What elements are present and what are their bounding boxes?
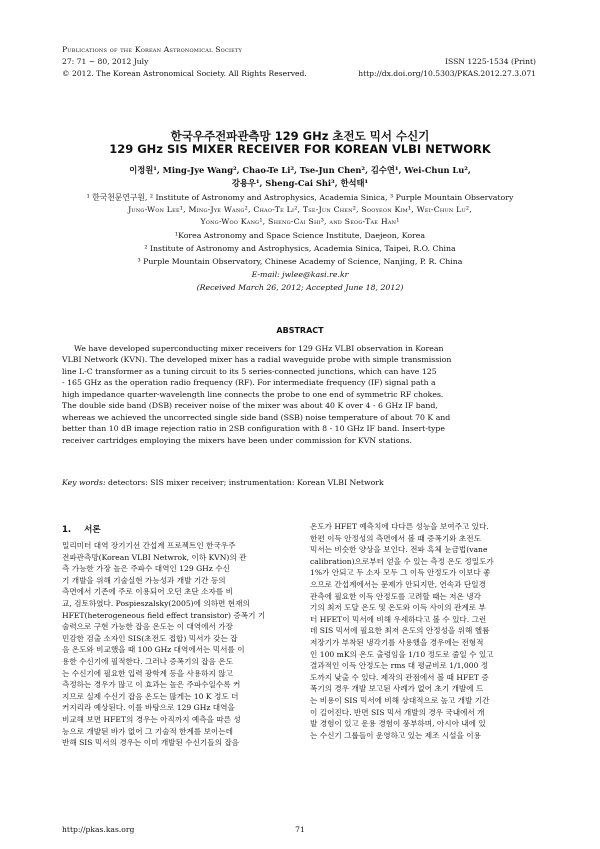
body-line: 측정하는 경우가 많고 이 효과는 높은 주파수일수록 커 <box>62 680 241 690</box>
body-line: 측면에서 기존에 주로 이용되어 오던 초단 소자를 비 <box>62 587 233 597</box>
keywords-label: Key words: <box>62 478 106 487</box>
section-heading <box>62 523 101 535</box>
affiliation-2: ² Institute of Astronomy and Astrophysics, Academia Sinica, Taipei, R.O. China <box>144 244 456 253</box>
title-korean: 한국우주전파관측망 129 GHz 초전도 믹서 수신기 <box>170 129 430 143</box>
body-line: 능으로 개발된 바가 없어 그 기술적 한계를 보이는데 <box>62 726 233 736</box>
body-line: 는 수신기 그룹들이 운영하고 있는 제조 시설을 이용 <box>310 730 481 740</box>
body-line: 교, 검토하였다. Pospieszalsky(2005)에 의하면 현재의 <box>62 598 250 608</box>
body-line: 온도가 HFET 예측치에 다다른 성능을 보여주고 있다. <box>310 522 489 531</box>
volume-line: 27: 71 ∼ 80, 2012 July <box>62 57 149 66</box>
section-title: 서론 <box>84 525 101 535</box>
abstract-heading: ABSTRACT <box>276 326 324 335</box>
body-line: 폭기의 경우 개발 보고된 사례가 없어 초기 개발에 드 <box>310 684 484 694</box>
authors-roman-1: Jung-Won Lee¹, Ming-Jye Wang², Chao-Te Li², Tse-Jun Chen², Sooyeon Kim¹, Wei-Chun Lu², <box>128 205 472 214</box>
abstract-body <box>62 343 536 446</box>
email[interactable]: E-mail: jwlee@kasi.re.kr <box>251 270 349 279</box>
body-line: 발 경험이 있고 운용 경험이 풍부하며, 아시아 내에 있 <box>310 719 486 729</box>
body-line: 1%가 안되고 두 소자 모두 그 이득 안정도가 이보다 좋 <box>310 568 491 578</box>
authors-line-1: 이정원¹, Ming-Jye Wang², Chao-Te Li², Tse-Jun Chen², 김수연¹, Wei-Chun Lu², <box>129 165 471 175</box>
body-line: 기 개발을 위해 기술실현 가능성과 개발 기간 등의 <box>62 575 226 585</box>
body-line: 관측에 필요한 이득 안정도를 고려할 때는 저온 냉각 <box>310 591 481 601</box>
abstract-line: line L-C transformer as a tuning circuit to its 5 series-connected junctions, which can have 125 <box>62 366 437 376</box>
keywords-text: detectors: SIS mixer receiver; instrumentation: Korean VLBI Network <box>108 478 384 487</box>
body-line: 술력으로 구현 가능한 잡음 온도는 이 대역에서 가장 <box>62 622 233 632</box>
abstract-line: whereas we achieved the uncorrected single side band (SSB) noise temperature of about 70 K and <box>62 412 451 422</box>
body-line: 저장기가 부착된 냉각기를 사용했을 경우에는 전형적 <box>310 637 484 647</box>
body-line: 이 길어진다. 반면 SIS 믹서 개발의 경우 국내에서 개 <box>310 707 485 717</box>
authors-line-2: 강용우¹, Sheng-Cai Shi³, 한석태¹ <box>231 178 369 188</box>
body-line: 기의 최저 도달 온도 및 온도와 이득 사이의 관계로 부 <box>310 603 486 613</box>
authors-roman-2: Yong-Woo Kang¹, Sheng-Cai Shi³, and Seog-Tae Han¹ <box>200 217 400 226</box>
abstract-line: We have developed superconducting mixer receivers for 129 GHz VLBI observation in Korean <box>74 344 444 353</box>
left-column <box>62 540 294 749</box>
section-number: 1. <box>62 525 72 535</box>
affiliation-1: ¹Korea Astronomy and Space Science Institute, Daejeon, Korea <box>174 231 426 240</box>
body-line: 음 온도와 비교했을 때 100 GHz 대역에서는 믹서를 이 <box>62 645 245 655</box>
issn: ISSN 1225-1534 (Print) <box>445 57 536 66</box>
abstract-line: better than 10 dB image rejection ratio in 2SB configuration with 8 - 10 GHz IF band. Insert-type <box>62 424 445 434</box>
body-line: 터 HFET이 믹서에 비해 우세하다고 볼 수 있다. 그런 <box>310 614 487 624</box>
abstract-line: receiver cartridges employing the mixers have been under commission for KVN stations. <box>62 435 412 445</box>
right-column <box>310 521 542 741</box>
body-line: 한편 이득 안정성의 측면에서 볼 때 증폭기와 초전도 <box>310 533 481 543</box>
doi-link[interactable]: http://dx.doi.org/10.5303/PKAS.2012.27.3.071 <box>358 69 536 78</box>
title-english: 129 GHz SIS MIXER RECEIVER FOR KOREAN VLBI NETWORK <box>109 142 491 156</box>
body-line: 으므로 간섭계에서는 문제가 안되지만, 연속과 단일경 <box>310 579 486 589</box>
affiliation-3: ³ Purple Mountain Observatory, Chinese Academy of Science, Nanjing, P. R. China <box>137 257 463 266</box>
body-line: 측 가능한 가장 높은 주파수 대역인 129 GHz 수신 <box>62 564 230 574</box>
footer-url[interactable]: http://pkas.kas.org <box>62 825 135 834</box>
body-line: 비교해 보면 HFET의 경우는 아직까지 예측을 따른 성 <box>62 714 241 724</box>
korean-affiliations: ¹ 한국천문연구원, ² Institute of Astronomy and Astrophysics, Academia Sinica, ³ Purple Mountain Observatory <box>86 193 514 202</box>
body-line: 커지리라 예상된다. 이를 바탕으로 129 GHz 대역을 <box>62 703 235 713</box>
body-line: 도까지 낮출 수 있다. 제작의 관점에서 볼 때 HFET 증 <box>310 672 489 682</box>
abstract-line: The double side band (DSB) receiver noise of the mixer was about 40 K over 4 - 6 GHz IF band, <box>62 401 438 411</box>
body-line: 데 SIS 믹서에 필요한 최저 온도의 안정성을 위해 헬륨 <box>310 626 490 636</box>
page-number: 71 <box>295 825 305 834</box>
body-line: 지므로 실제 수신기 잡음 온도는 많게는 10 K 정도 더 <box>62 691 239 701</box>
body-line: HFET(heterogeneous field effect transistor) 증폭기 기 <box>62 610 266 620</box>
received-dates: (Received March 26, 2012; Accepted June 18, 2012) <box>196 283 404 292</box>
body-line: 는 수신기에 필요한 입력 광학계 등을 사용하지 않고 <box>62 668 233 678</box>
body-line: 반해 SIS 믹서의 경우는 이미 개발된 수신기들의 잡음 <box>62 738 240 748</box>
body-line: 용한 수신기에 필적한다. 그러나 증폭기의 잡음 온도 <box>62 656 233 666</box>
body-line: 밀리미터 대역 장기기선 간섭계 프로젝트인 한국우주 <box>62 541 236 550</box>
body-line: 전파관측망(Korean VLBI Netwrok, 이하 KVN)의 관 <box>62 552 247 562</box>
body-line: calibration)으로부터 얻을 수 있는 측정 온도 정밀도가 <box>310 556 494 566</box>
copyright-line: © 2012. The Korean Astronomical Society. All Rights Reserved. <box>62 69 307 78</box>
keywords <box>62 477 536 488</box>
abstract-line: - 165 GHz as the operation radio frequency (RF). For intermediate frequency (IF) signal path a <box>62 378 436 388</box>
body-line: 인 100 mK의 온도 출렁임을 1/10 정도로 줄일 수 있고 <box>310 649 494 659</box>
body-line: 결과적인 이득 안정도는 rms 대 평균비로 1/1,000 정 <box>310 661 489 671</box>
body-line: 민감한 검출 소자인 SIS(초전도 접합) 믹서가 갖는 잡 <box>62 633 238 643</box>
abstract-line: high impedance quarter-wavelength line connects the probe to one end of symmetric RF chokes. <box>62 389 444 399</box>
journal-name: Publications of the Korean Astronomical Society <box>62 45 243 54</box>
abstract-line: VLBI Network (KVN). The developed mixer has a radial waveguide probe with simple transmission <box>62 355 452 365</box>
body-line: 믹서는 비슷한 양상을 보인다. 전파 흑체 눈금법(vane <box>310 545 488 555</box>
body-line: 는 비용이 SIS 믹서에 비해 상대적으로 높고 개발 기간 <box>310 695 490 705</box>
